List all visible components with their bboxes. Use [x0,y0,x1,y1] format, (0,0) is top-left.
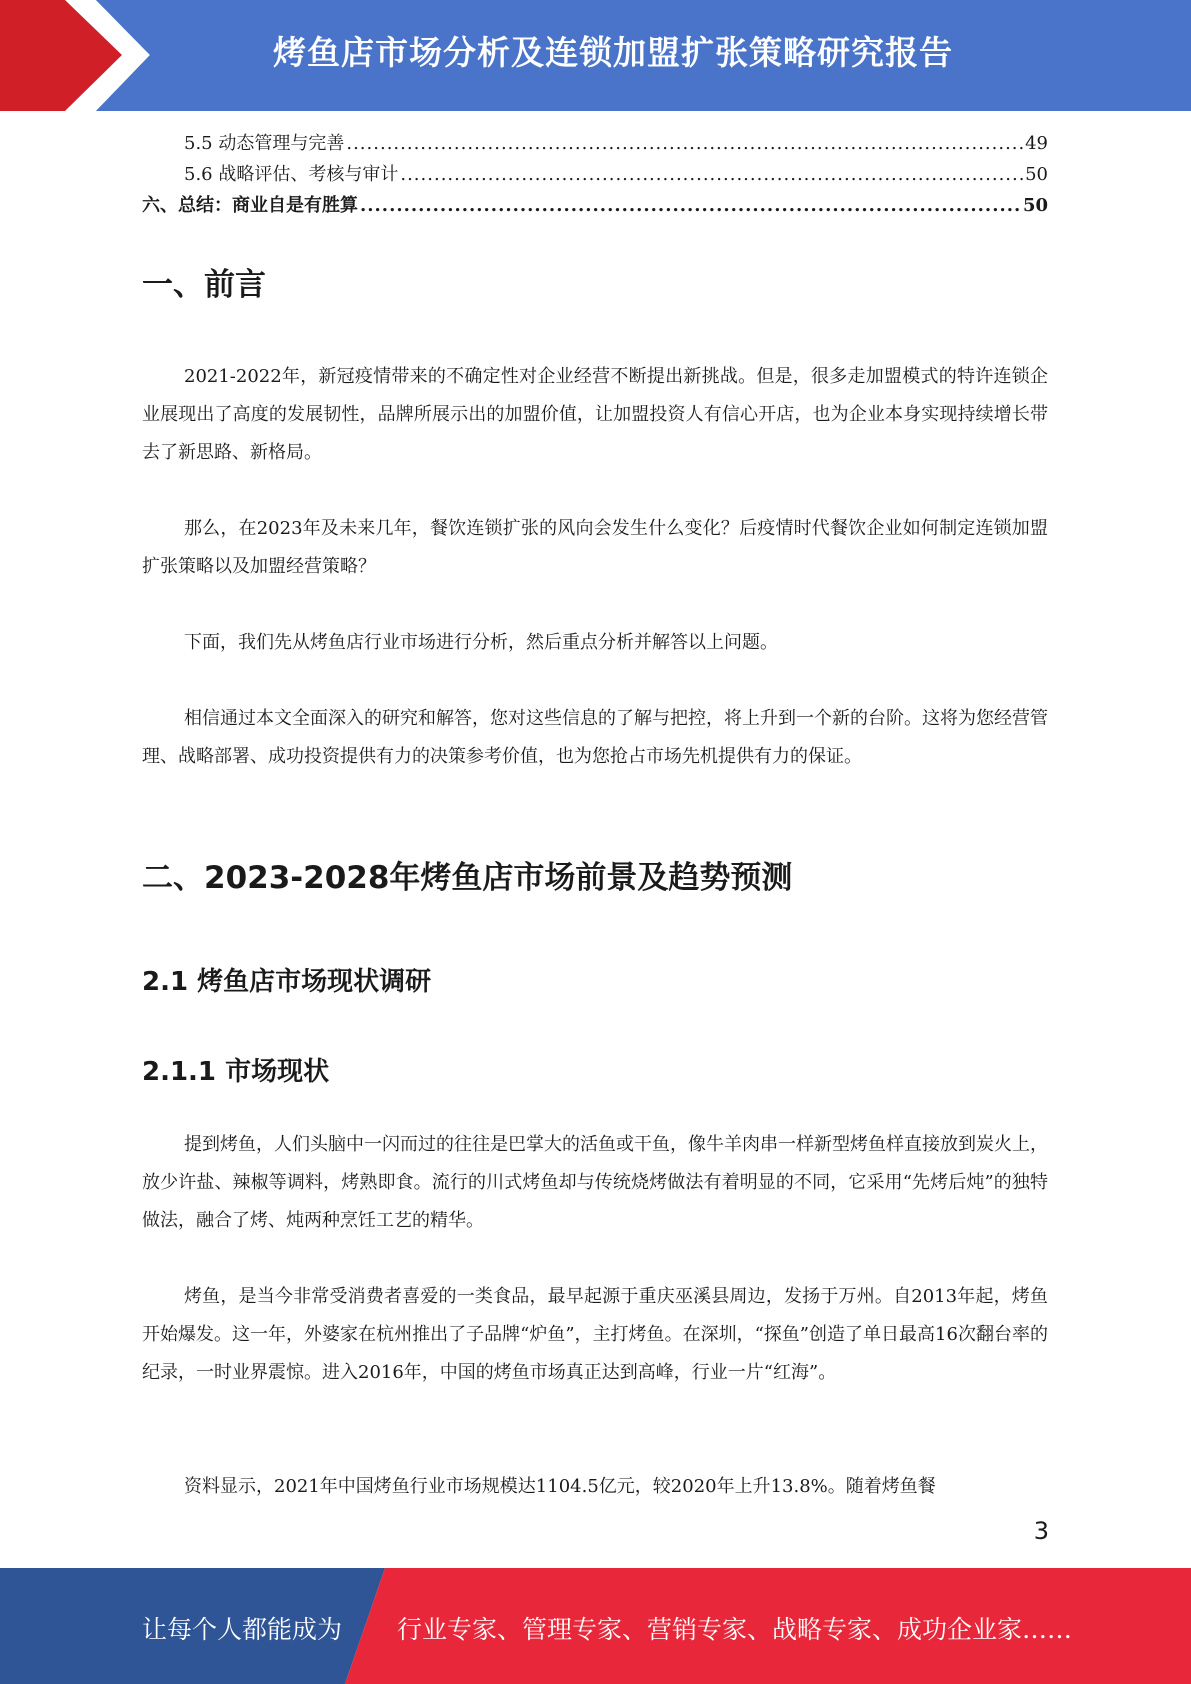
table-of-contents [142,128,1048,221]
paragraph: 资料显示，2021年中国烤鱼行业市场规模达1104.5亿元，较2020年上升13.8%。随着烤鱼餐 [184,1476,936,1497]
subsubsection-heading: 2.1.1 市场现状 [142,1057,330,1087]
paragraph: 那么，在2023年及未来几年，餐饮连锁扩张的风向会发生什么变化？后疫情时代餐饮企业如何制定连锁加盟扩张策略以及加盟经营策略？ [142,518,1048,577]
paragraph: 下面，我们先从烤鱼店行业市场进行分析，然后重点分析并解答以上问题。 [184,632,778,653]
toc-entry[interactable] [142,128,1048,159]
section-heading-forecast: 二、2023-2028年烤鱼店市场前景及趋势预测 [142,860,793,896]
paragraph: 相信通过本文全面深入的研究和解答，您对这些信息的了解与把控，将上升到一个新的台阶。这将为您经营管理、战略部署、成功投资提供有力的决策参考价值，也为您抢占市场先机提供有力的保证。 [142,708,1048,767]
footer-slogan-left: 让每个人都能成为 [142,1615,343,1644]
toc-leader-dots [400,159,1023,190]
toc-entry-page: 49 [1025,133,1048,154]
toc-entry[interactable] [142,159,1048,190]
toc-entry-label: 5.5 动态管理与完善 [184,133,345,154]
toc-leader-dots [346,128,1023,159]
page-number: 3 [1033,1517,1049,1545]
toc-entry-label: 六、总结：商业自是有胜算 [142,195,358,216]
footer-slogan-right: 行业专家、管理专家、营销专家、战略专家、成功企业家…… [397,1615,1073,1644]
toc-entry-page: 50 [1025,164,1048,185]
paragraph: 提到烤鱼，人们头脑中一闪而过的往往是巴掌大的活鱼或干鱼，像牛羊肉串一样新型烤鱼样直接放到炭火上，放少许盐、辣椒等调料，烤熟即食。流行的川式烤鱼却与传统烧烤做法有着明显的不同，它采用“先烤后炖”的独特做法，融合了烤、炖两种烹饪工艺的精华。 [142,1134,1048,1231]
toc-entry[interactable] [142,190,1048,221]
paragraph: 烤鱼，是当今非常受消费者喜爱的一类食品，最早起源于重庆巫溪县周边，发扬于万州。自2013年起，烤鱼开始爆发。这一年，外婆家在杭州推出了子品牌“炉鱼”，主打烤鱼。在深圳，“探鱼”创造了单日最高16次翻台率的纪录，一时业界震惊。进入2016年，中国的烤鱼市场真正达到高峰，行业一片“红海”。 [142,1286,1048,1383]
toc-leader-dots [360,190,1021,221]
report-title: 烤鱼店市场分析及连锁加盟扩张策略研究报告 [273,33,953,72]
toc-entry-label: 5.6 战略评估、考核与审计 [184,164,399,185]
subsection-heading: 2.1 烤鱼店市场现状调研 [142,967,432,997]
section-heading-preface: 一、前言 [142,267,266,303]
page-header [0,0,1191,111]
paragraph: 2021-2022年，新冠疫情带来的不确定性对企业经营不断提出新挑战。但是，很多走加盟模式的特许连锁企业展现出了高度的发展韧性，品牌所展示出的加盟价值，让加盟投资人有信心开店，也为企业本身实现持续增长带去了新思路、新格局。 [142,366,1048,463]
toc-entry-page: 50 [1022,195,1048,216]
